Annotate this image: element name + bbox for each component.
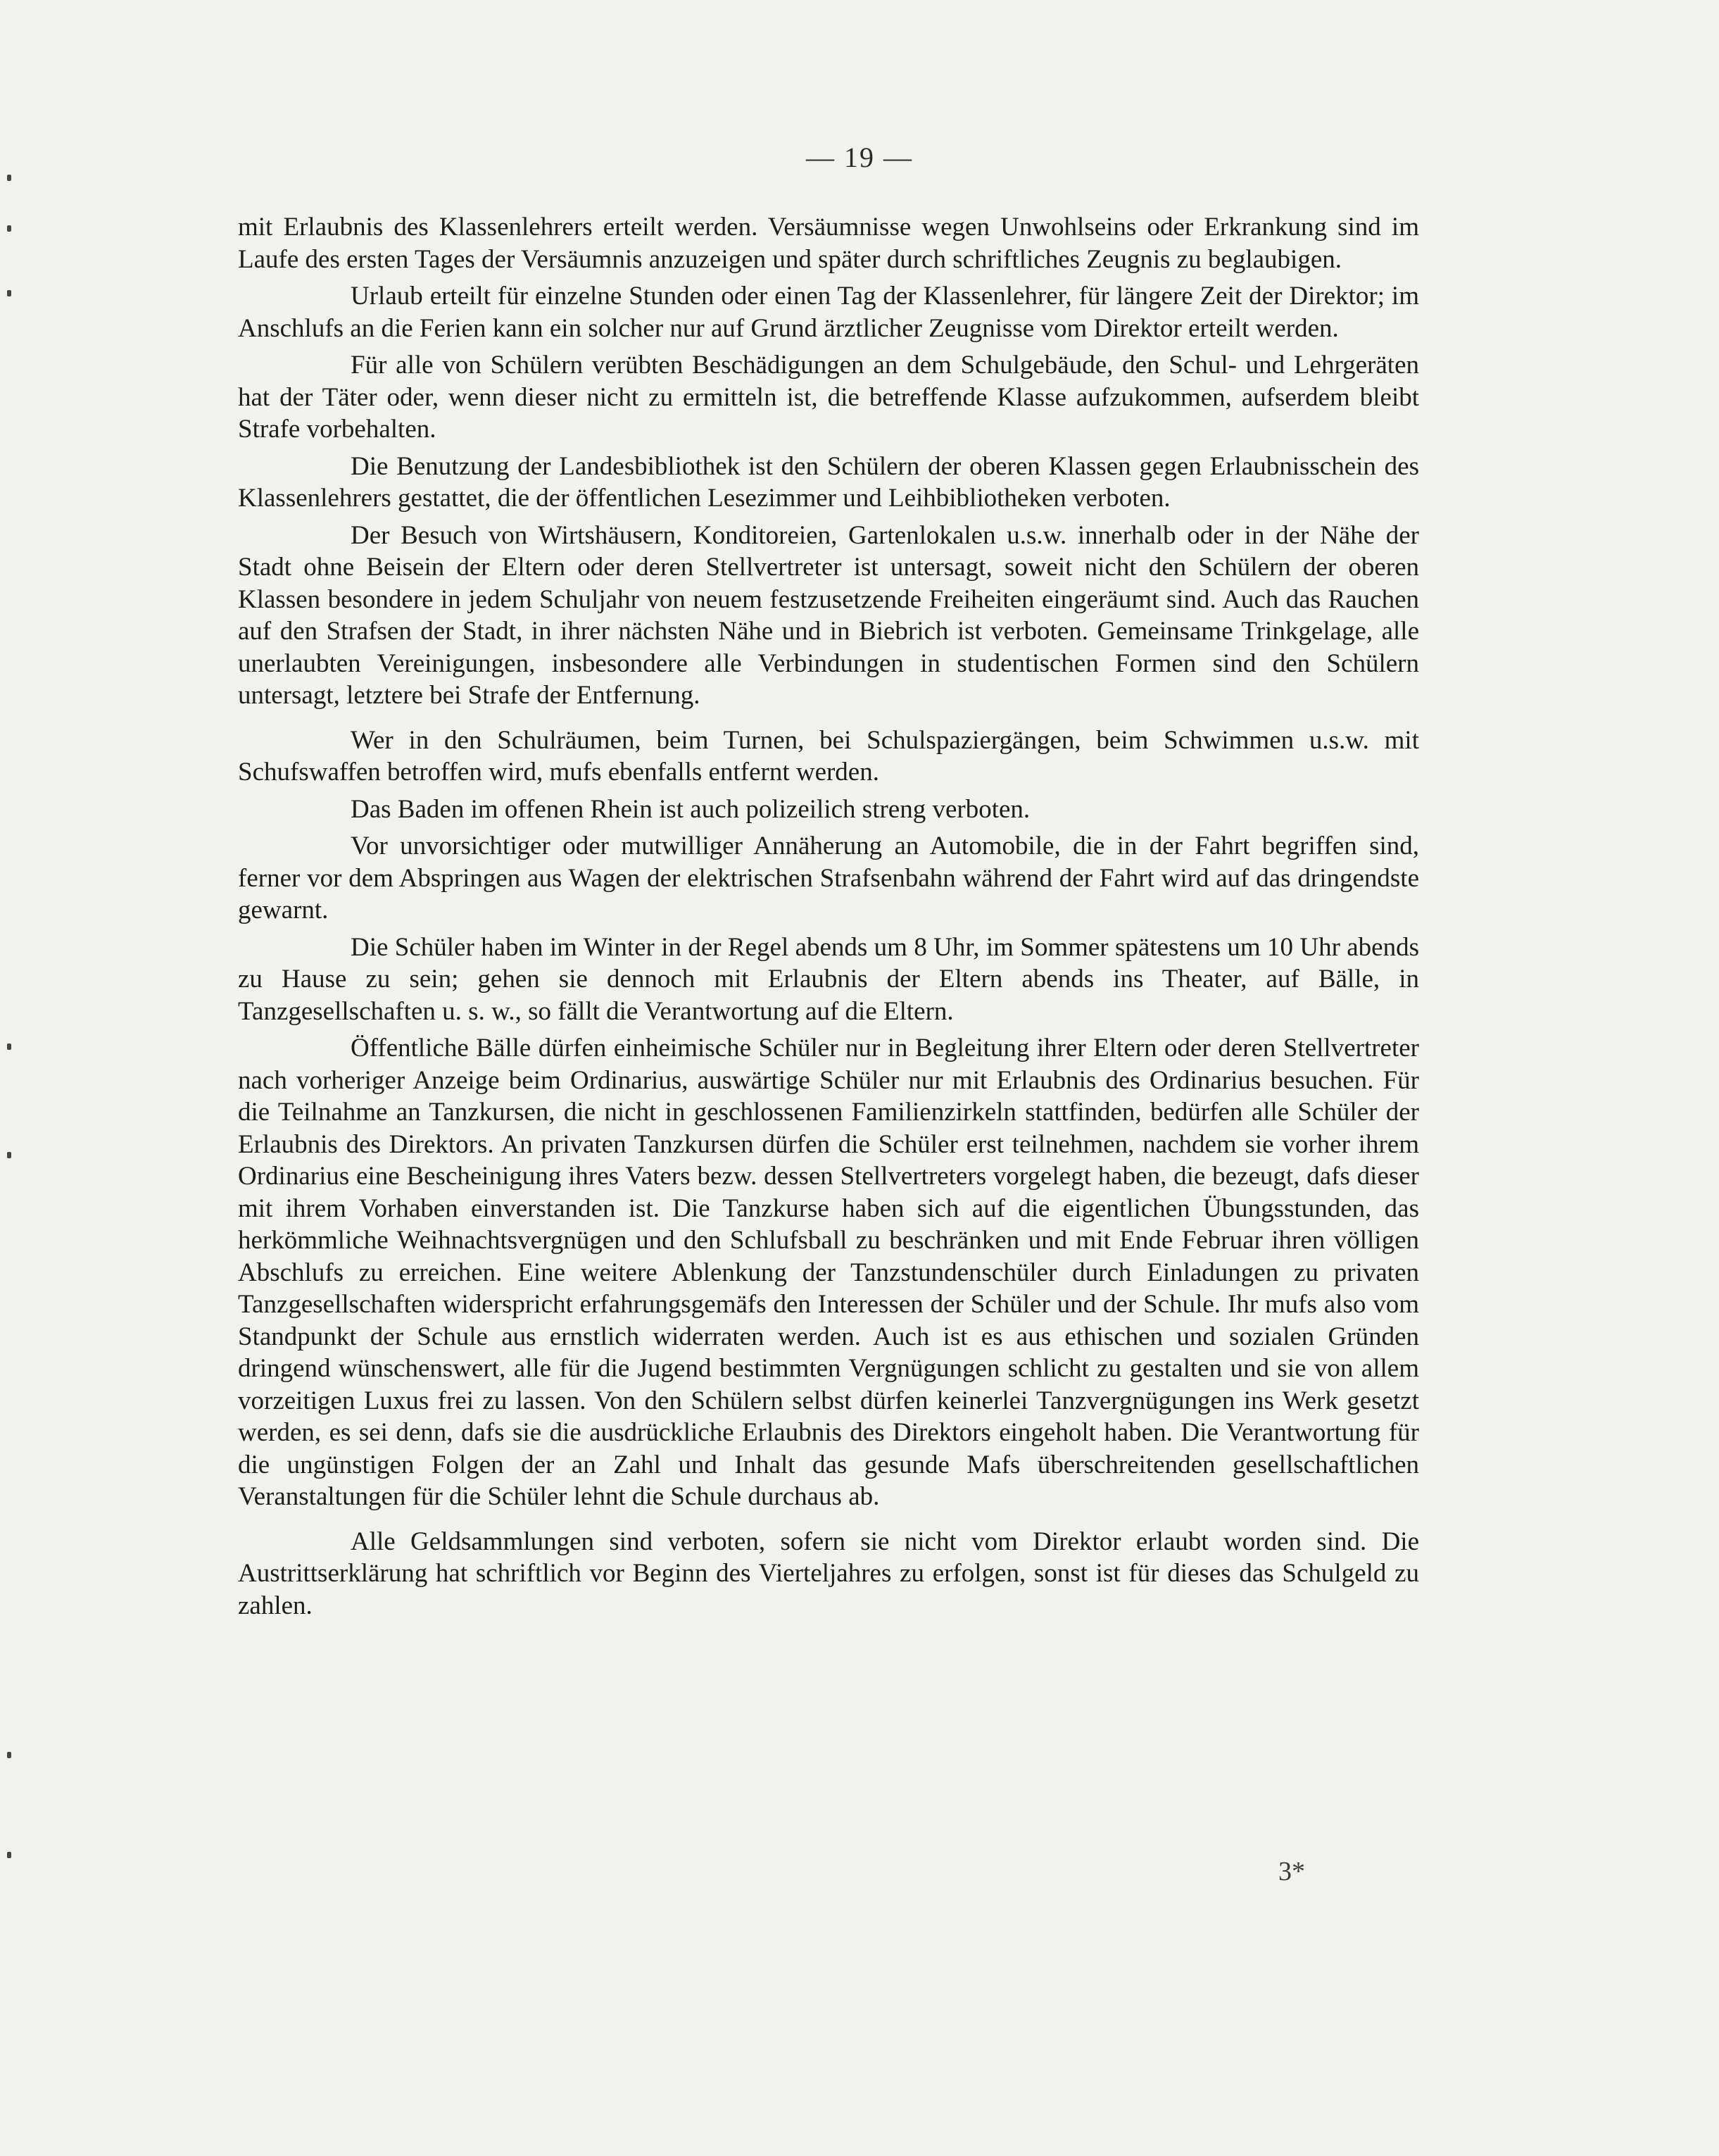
paragraph: Die Benutzung der Landesbibliothek ist den Schülern der oberen Klassen gegen Erlaubnisschein des Klassenlehrers gestattet, die der öffentlichen Lesezimmer und Leihbibliotheken verboten. [238,451,1419,513]
paragraph: Alle Geldsammlungen sind verboten, sofern sie nicht vom Direktor erlaubt worden sind. Die Austrittserklärung hat schriftlich vor Beginn des Vierteljahres zu erfolgen, sonst ist für dieses das Schulgeld zu zahlen. [238,1527,1419,1620]
margin-mark [7,1043,11,1050]
paragraph: Für alle von Schülern verübten Beschädigungen an dem Schulgebäude, den Schul- und Lehrgeräten hat der Täter oder, wenn dieser nicht zu ermitteln ist, die betreffende Klasse aufzukommen, aufserdem bleibt Strafe vorbehalten. [238,351,1419,444]
paragraph: Der Besuch von Wirtshäusern, Konditoreien, Gartenlokalen u.s.w. innerhalb oder in der Nähe der Stadt ohne Beisein der Eltern oder deren Stellvertreter ist untersagt, soweit nicht den Schülern der oberen Klassen besondere in jedem Schuljahr von neuem festzusetzende Freiheiten eingeräumt sind. Auch das Rauchen auf den Strafsen der Stadt, in ihrer nächsten Nähe und in Biebrich ist verboten. Gemeinsame Trinkgelage, alle unerlaubten Vereinigungen, insbesondere alle Verbindungen in studentischen Formen sind den Schülern untersagt, letztere bei Strafe der Entfernung. [238,520,1419,710]
body-text [238,211,1419,1627]
paragraph: Wer in den Schulräumen, beim Turnen, bei Schulspaziergängen, beim Schwimmen u.s.w. mit Schufswaffen betroffen wird, mufs ebenfalls entfernt werden. [238,725,1419,786]
paragraph: Vor unvorsichtiger oder mutwilliger Annäherung an Automobile, die in der Fahrt begriffen sind, ferner vor dem Abspringen aus Wagen der elektrischen Strafsenbahn während der Fahrt wird auf das dringendste gewarnt. [238,832,1419,925]
margin-mark [7,1752,11,1758]
paragraph: Das Baden im offenen Rhein ist auch polizeilich streng verboten. [351,794,1031,824]
margin-mark [7,175,11,181]
signature-mark: 3* [1278,1857,1305,1886]
margin-mark [7,1152,11,1158]
margin-mark [7,225,11,232]
paragraph: Die Schüler haben im Winter in der Regel abends um 8 Uhr, im Sommer spätestens um 10 Uhr abends zu Hause zu sein; gehen sie dennoch mit Erlaubnis der Eltern abends ins Theater, auf Bälle, in Tanzgesellschaften u. s. w., so fällt die Verantwortung auf die Eltern. [238,932,1419,1026]
page-number: — 19 — [806,142,913,173]
margin-mark [7,1852,11,1858]
paragraph: Öffentliche Bälle dürfen einheimische Schüler nur in Begleitung ihrer Eltern oder deren Stellvertreter nach vorheriger Anzeige beim Ordinarius, auswärtige Schüler nur mit Erlaubnis des Ordinarius besuchen. Für die Teilnahme an Tanzkursen, die nicht in geschlossenen Familienzirkeln stattfinden, bedürfen alle Schüler der Erlaubnis des Direktors. An privaten Tanzkursen dürfen die Schüler erst teilnehmen, nachdem sie vorher ihrem Ordinarius eine Bescheinigung ihres Vaters bezw. dessen Stellvertreters vorgelegt haben, die bezeugt, dafs dieser mit ihrem Vorhaben einverstanden ist. Die Tanzkurse haben sich auf die eigentlichen Übungsstunden, das herkömmliche Weihnachtsvergnügen und den Schlufsball zu beschränken und mit Ende Februar ihren völligen Abschlufs zu erreichen. Eine weitere Ablenkung der Tanzstundenschüler durch Einladungen zu privaten Tanzgesellschaften widerspricht erfahrungsgemäfs den Interessen der Schüler und der Schule. Ihr mufs also vom Standpunkt der Schule aus ernstlich widerraten werden. Auch ist es aus ethischen und sozialen Gründen dringend wünschenswert, alle für die Jugend bestimmten Vergnügungen schlicht zu gestalten und sie von allem vorzeitigen Luxus frei zu lassen. Von den Schülern selbst dürfen keinerlei Tanzvergnügungen ins Werk gesetzt werden, es sei denn, dafs sie die ausdrückliche Erlaubnis des Direktors eingeholt haben. Die Verantwortung für die ungünstigen Folgen der an Zahl und Inhalt das gesunde Mafs überschreitenden gesellschaftlichen Veranstaltungen für die Schüler lehnt die Schule durchaus ab. [238,1034,1419,1511]
paragraph: Urlaub erteilt für einzelne Stunden oder einen Tag der Klassenlehrer, für längere Zeit der Direktor; im Anschlufs an die Ferien kann ein solcher nur auf Grund ärztlicher Zeugnisse vom Direktor erteilt werden. [238,282,1419,343]
paragraph: mit Erlaubnis des Klassenlehrers erteilt werden. Versäumnisse wegen Unwohlseins oder Erkrankung sind im Laufe des ersten Tages der Versäumnis anzuzeigen und später durch schriftliches Zeugnis zu beglaubigen. [238,213,1419,274]
margin-mark [7,290,11,296]
